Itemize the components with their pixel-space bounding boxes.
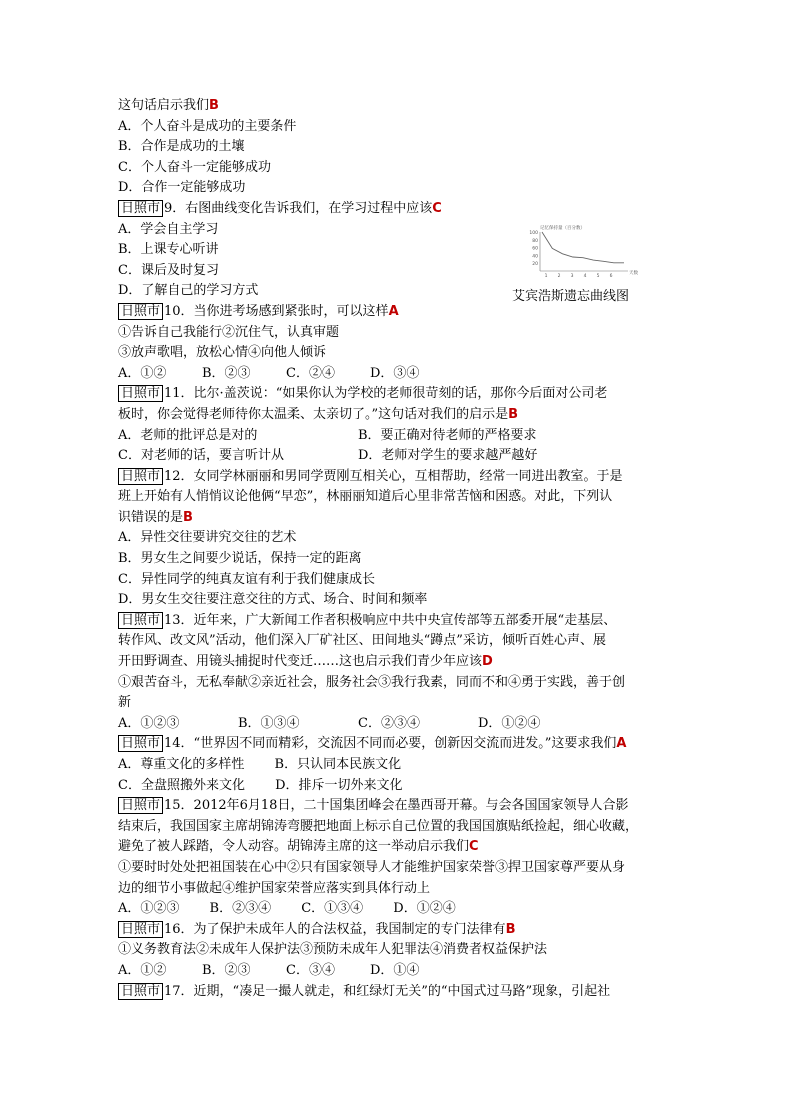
line-text: D．了解自己的学习方式	[118, 283, 259, 299]
question-heading	[118, 302, 678, 323]
x-tick-label: 1	[544, 274, 548, 279]
text-line	[118, 837, 678, 858]
answer-mark: B	[508, 406, 519, 422]
x-tick-label: 4	[583, 274, 587, 279]
line-text: C．异性同学的纯真友谊有利于我们健康成长	[118, 571, 375, 587]
answer-mark: C	[432, 200, 442, 216]
source-tag: 日照市	[118, 200, 163, 217]
text-line	[118, 673, 678, 694]
figure-caption: 艾宾浩斯遗忘曲线图	[512, 289, 630, 304]
line-text: B．合作是成功的土壤	[118, 139, 245, 155]
x-tick-label: 3	[570, 274, 574, 279]
y-tick-label: 20	[532, 262, 538, 268]
text-line	[118, 776, 678, 797]
option-item: A．①②③	[118, 715, 180, 731]
line-text: 9．右图曲线变化告诉我们，在学习过程中应该	[164, 200, 433, 216]
text-line	[118, 487, 678, 508]
answer-mark: B	[505, 921, 516, 937]
option-item: A．老师的批评总是对的	[118, 427, 258, 443]
text-line	[118, 879, 678, 900]
text-line	[118, 940, 678, 961]
option-item: C．③④	[286, 962, 335, 978]
text-line	[118, 405, 678, 426]
option-item: D．③④	[370, 365, 420, 381]
y-tick-label: 60	[532, 246, 538, 252]
option-item: B．②③	[202, 962, 251, 978]
text-line	[118, 137, 678, 158]
answer-mark: D	[482, 654, 493, 670]
line-text: 板时，你会觉得老师待你太温柔、太亲切了。”这句话对我们的启示是	[118, 406, 509, 422]
option-row	[118, 446, 678, 467]
line-text: 开田野调查、用镜头捕捉时代变迁……这也启示我们青少年应该	[118, 654, 483, 670]
text-line	[118, 343, 678, 364]
x-tick-label: 2	[557, 274, 561, 279]
chart-ylabel: 记忆保持量（百分数）	[540, 226, 585, 231]
line-text: ③放声歌唱，放松心情④向他人倾诉	[118, 345, 327, 361]
source-tag: 日照市	[118, 921, 163, 938]
answer-mark: A	[616, 736, 627, 752]
line-text: 结束后，我国国家主席胡锦涛弯腰把地面上标示自己位置的我国国旗贴纸捡起，细心收藏，	[118, 818, 639, 834]
option-item: D．①④	[370, 962, 420, 978]
text-line	[118, 528, 678, 549]
option-item: B．要正确对待老师的严格要求	[358, 427, 537, 443]
line-text: 15．2012年6月18日，二十国集团峰会在墨西哥开幕。与会各国国家领导人合影	[164, 798, 629, 814]
option-row	[118, 714, 678, 735]
option-item: D．①②④	[478, 715, 541, 731]
source-tag: 日照市	[118, 468, 163, 485]
chart-xlabel: 天数	[629, 271, 638, 276]
option-item: B．②③	[202, 365, 251, 381]
line-text: 13．近年来，广大新闻工作者积极响应中共中央宣传部等五部委开展“走基层、	[164, 612, 617, 628]
source-tag: 日照市	[118, 797, 163, 814]
option-item: C．②③④	[358, 715, 420, 731]
answer-mark: A	[388, 303, 399, 319]
line-text: 12．女同学林丽丽和男同学贾刚互相关心，互相帮助，经常一同进出教室。于是	[164, 468, 623, 484]
y-tick-label: 100	[529, 231, 538, 236]
source-tag: 日照市	[118, 612, 163, 629]
option-item: C．对老师的话，要言听计从	[118, 448, 284, 464]
line-text: A．学会自主学习	[118, 221, 219, 237]
text-line	[118, 570, 678, 591]
x-tick-label: 6	[609, 274, 613, 279]
text-line	[118, 899, 678, 920]
option-item: C．②④	[286, 365, 335, 381]
text-line	[118, 158, 678, 179]
option-row	[118, 364, 678, 385]
line-text: C．全盘照搬外来文化 D．排斥一切外来文化	[118, 777, 403, 793]
line-text: 11．比尔·盖茨说：“如果你认为学校的老师很苛刻的话，那你今后面对公司老	[164, 386, 608, 402]
line-text: C．个人奋斗一定能够成功	[118, 159, 271, 175]
line-text: 16．为了保护未成年人的合法权益，我国制定的专门法律有	[164, 921, 506, 937]
line-text: 10．当你进考场感到紧张时，可以这样	[164, 303, 389, 319]
line-text: A．①②③ B．②③④ C．①③④ D．①②④	[118, 901, 456, 917]
question-heading	[118, 734, 678, 755]
text-line	[118, 693, 678, 714]
line-text: 新	[118, 695, 132, 711]
source-tag: 日照市	[118, 385, 163, 402]
question-heading	[118, 611, 678, 632]
line-text: ①艰苦奋斗，无私奉献②亲近社会，服务社会③我行我素，同而不和④勇于实践，善于创	[118, 674, 626, 690]
forgetting-curve-line	[542, 232, 624, 263]
text-line	[118, 590, 678, 611]
y-tick-label: 40	[532, 254, 538, 260]
line-text: ①要时时处处把祖国装在心中②只有国家领导人才能维护国家荣誉③捍卫国家尊严要从身	[118, 859, 626, 875]
line-text: D．男女生交往要注意交往的方式、场合、时间和频率	[118, 592, 428, 608]
question-heading	[118, 384, 678, 405]
line-text: 转作风、改文风”活动，他们深入厂矿社区、田间地头“蹲点”采访，倾听百姓心声、展	[118, 633, 606, 649]
option-item: B．①③④	[238, 715, 300, 731]
line-text: ①义务教育法②未成年人保护法③预防未成年人犯罪法④消费者权益保护法	[118, 942, 548, 958]
source-tag: 日照市	[118, 303, 163, 320]
line-text: 避免了被人踩踏，令人动容。胡锦涛主席的这一举动启示我们	[118, 839, 470, 855]
line-text: A．异性交往要讲究交往的艺术	[118, 530, 297, 546]
line-text: 班上开始有人悄悄议论他俩“早恋”，林丽丽知道后心里非常苦恼和困惑。对此，下列认	[118, 489, 613, 505]
line-text: 边的细节小事做起④维护国家荣誉应落实到具体行动上	[118, 880, 431, 896]
text-line	[118, 178, 678, 199]
text-line	[118, 96, 678, 117]
text-line	[118, 508, 678, 529]
forgetting-curve-chart	[512, 222, 642, 282]
question-heading	[118, 982, 678, 1003]
text-line	[118, 858, 678, 879]
y-tick-label: 80	[532, 238, 538, 244]
line-text: B．男女生之间要少说话，保持一定的距离	[118, 551, 362, 567]
line-text: 识错误的是	[118, 509, 184, 525]
forgetting-curve-figure	[512, 222, 642, 286]
text-line	[118, 549, 678, 570]
line-text: ①告诉自己我能行②沉住气，认真审题	[118, 324, 340, 340]
line-text: C．课后及时复习	[118, 262, 219, 278]
text-line	[118, 755, 678, 776]
line-text: 17．近期，“凑足一撮人就走，和红绿灯无关”的“中国式过马路”现象，引起社	[164, 983, 611, 999]
text-line	[118, 323, 678, 344]
source-tag: 日照市	[118, 735, 163, 752]
line-text: 14．“世界因不同而精彩，交流因不同而必要，创新因交流而进发。”这要求我们	[164, 736, 617, 752]
text-line	[118, 117, 678, 138]
text-line	[118, 631, 678, 652]
option-row	[118, 426, 678, 447]
x-tick-label: 5	[596, 274, 600, 279]
question-heading	[118, 796, 678, 817]
option-item: A．①②	[118, 365, 167, 381]
question-heading	[118, 199, 678, 220]
line-text: 这句话启示我们	[118, 98, 210, 113]
answer-mark: B	[209, 98, 219, 113]
option-item: D．老师对学生的要求越严越好	[358, 448, 538, 464]
option-row	[118, 961, 678, 982]
text-line	[118, 652, 678, 673]
line-text: B．上课专心听讲	[118, 242, 219, 258]
source-tag: 日照市	[118, 983, 163, 1000]
line-text: A．个人奋斗是成功的主要条件	[118, 118, 297, 134]
answer-mark: C	[469, 839, 479, 855]
text-line	[118, 817, 678, 838]
line-text: A．尊重文化的多样性 B．只认同本民族文化	[118, 757, 402, 772]
question-heading	[118, 920, 678, 941]
answer-mark: B	[183, 509, 193, 525]
question-heading	[118, 467, 678, 488]
option-item: A．①②	[118, 962, 167, 978]
line-text: D．合作一定能够成功	[118, 180, 246, 196]
